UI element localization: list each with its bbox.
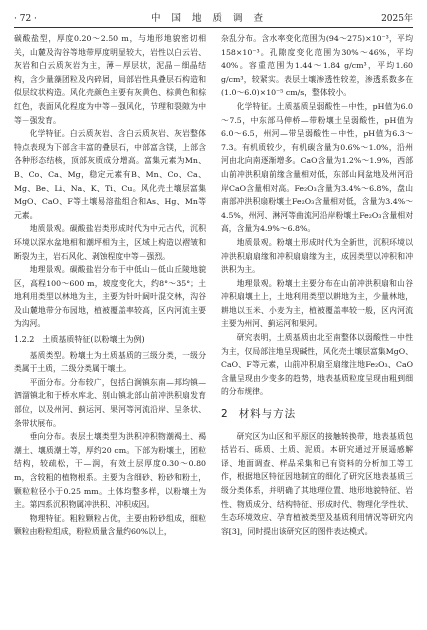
right-column — [221, 32, 413, 624]
paragraph: 地理景观。粉壤土主要分布在山前冲洪积扇和山谷冲积扇壤土上，土地利用类型以耕地为主，少量林地，耕地以玉米、小麦为主，植被覆盖率较一般，区内河流主要为州河、蓟运河和果河。 — [221, 278, 413, 329]
paragraph: 研究表明，土质基质由北至南整体以弱酸性－中性为主，仅局部注地呈现碱性，风化壳土壤层富集MgO、CaO、F等元素，山前冲积扇至扇缘注地Fe₂O₃、CaO含量呈现由少变多的趋势，地表基质粒度呈现由粗到细的分布规律。 — [221, 333, 413, 397]
paragraph: 碳酸盐型，厚度0.20～2.50 m，与地形地貌密切相关，山麓及沟谷等地带厚度明显较大，岩性以白云岩、灰岩和白云质灰岩为主，薄－厚层状，泥晶－细晶结构，含少量藻团粒及内碎屑，局部岩性具叠层石构造和似层纹状构造。风化壳颜色主要有灰黄色、棕黄色和棕红色，表面风化程度为中等－强风化，节理和裂隙为中等－强发育。 — [14, 34, 206, 125]
paragraph: 平面分布。分布较广，包括白涧镇东南—邦均镇—泗溜镇北和于桥水库北、别山镇北部山前冲洪积扇发育部位，以及州河、蓟运河、果河等河流沿岸、呈条状、条带状展布。 — [14, 377, 206, 428]
page-number: · 72 · — [14, 14, 37, 24]
paragraph: 杂乱分布。含水率变化范围为(94～275)×10⁻³，平均158×10⁻³。孔隙度变化范围为30%～46%，平均40%。容重范围为1.44～1.84 g/cm³，平均1.60 g/cm³，较紧实。表层土壤渗透性较差，渗透系数多在(1.0～6.0)×10⁻⁵ cm/s，整体较小。 — [221, 34, 413, 98]
paragraph: 化学特征。白云质灰岩、含白云质灰岩、灰岩整体特点表现为下部含丰富的叠层石，中部富含镁，上部含各种形态结核，顶部灰质成分增高。富集元素为Mn、B、Co、Ca、Mg，稳定元素有B、Mn、Co、Ca、Mg、Be、Li、Na、K、Ti、Cu。风化壳土壤层富集MgO、CaO、F等土壤易溶盐组合和As、Hg、Mn等元素。 — [14, 129, 206, 220]
paragraph: 地理景观。碳酸盐岩分布于中低山－低山丘陵地貌区，高程100～600 m，坡度变化大，约8°～35°；土地利用类型以林地为主，主要为针叶阔叶混交林，沟谷及山麓地带分布园地，植被覆盖率较高，区内河流主要为沟河。 — [14, 265, 206, 329]
paragraph: 研究区为山区和平原区的接触转换带，地表基质包括岩石、砾质、土质、泥质。本研究通过开展遥感解译、地面调查、样品采集和已有资料的分析加工等工作，根据地区特征因地制宜的细化了研究区地表基质三级分类体系，并明确了其地理位置、地形地貌特征、岩性、物质成分、结构特征、形成时代、物理化学性状、生态环境效应、孕育植被类型及基质利用情况等研究内容[3]，同时提出该研究区的图件表达模式。 — [221, 431, 413, 536]
paragraph: 化学特征。土质基质呈弱酸性－中性，pH值为6.0～7.5，中东部马伸桥—带粉壤土呈弱酸性，pH值为6.0～6.5，州河—带呈弱酸性－中性，pH值为6.3～7.3。有机质较少，有机碳含量为0.6%～1.0%，沿州河由北向南逐渐增多。CaO含量为1.2%～1.9%，西部山前冲洪积扇前缘含量相对低，东部山间盆地及州河沿岸CaO含量相对高。Fe₂O₃含量为3.4%～6.8%，盘山南部冲洪积扇粉壤土Fe₂O₃含量相对低，含量为3.4%～4.5%，州河、淋河等曲流河沿岸粉壤土Fe₂O₃含量相对高，含量为4.9%～6.8%。 — [221, 101, 413, 234]
paragraph: 物理特征。粗粒颗粒占优，主要由粉砂组成，细粒颗粒由粉粒组成，粉粒质量含量约60%以上， — [14, 513, 206, 537]
publication-year: 2025年 — [381, 14, 413, 24]
paragraph: 地质景观。碳酸盐岩类形成时代为中元古代，沉积环境以深水盆地相和潮坪相为主，区域上构造以褶皱和断裂为主，岩石风化、剥蚀程度中等－强烈。 — [14, 224, 206, 261]
running-header — [14, 8, 413, 28]
section-number: 2 — [221, 408, 229, 421]
paragraph: 垂向分布。表层土壤类型为洪积冲积物潮褐土、褐潮土、壤质潮土等，厚约20 cm。下部为粉壤土，团粒结构，较疏松，干—润，有效土层厚度0.30～0.80 m，含较粗的植物根系。主要为含细砂、粉砂和粉土，颗粒粒径小于0.25 mm。土体均整多样，以粉壤土为主。第四系沉积物属冲洪积、冲积成因。 — [14, 432, 206, 510]
section-title: 材料与方法 — [238, 408, 297, 421]
journal-title: 中 国 地 质 调 查 — [150, 13, 268, 24]
subsection-heading: 1.2.2 土质基质特征(以粉壤土为例) — [14, 335, 145, 345]
section-heading — [221, 408, 413, 422]
paragraph: 地质景观。粉壤土形成时代为全新世，沉积环境以冲洪积扇扇缘和冲积扇扇缘为主，成因类型以冲积和冲洪积为主。 — [221, 237, 413, 275]
left-column — [14, 32, 206, 624]
paragraph: 基质类型。粉壤土为土质基质的三级分类，一级分类属于土质，二级分类属于壤土。 — [14, 350, 206, 374]
